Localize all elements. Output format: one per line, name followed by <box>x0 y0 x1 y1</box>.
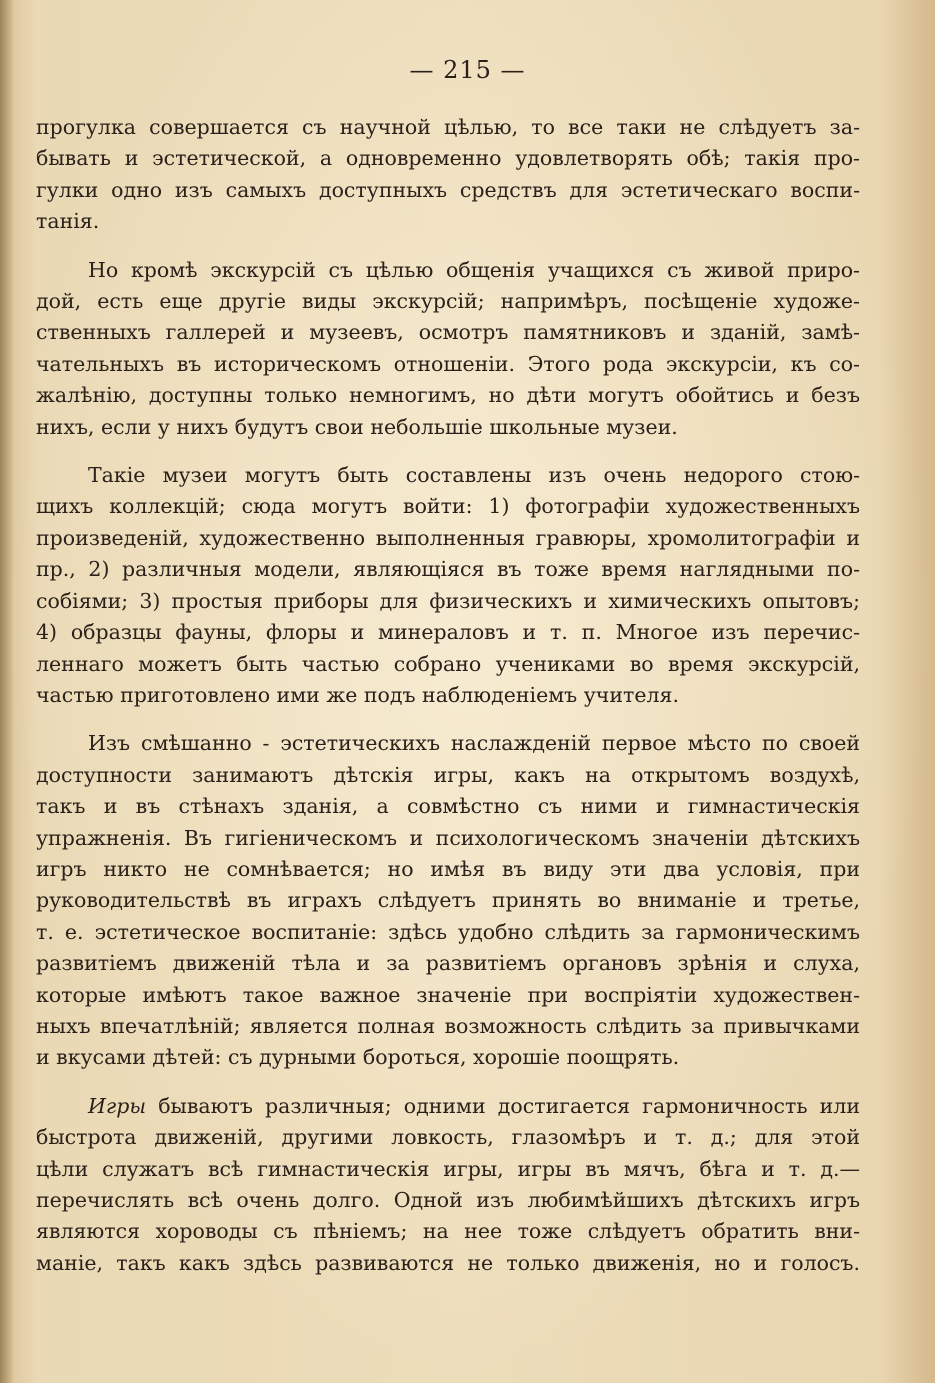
text-line <box>36 1091 860 1122</box>
text-line: пр., 2) различныя модели, являющіяся въ тоже время наглядными по- <box>36 557 860 582</box>
paragraph-4 <box>36 728 860 1073</box>
text-line: Такіе музеи могутъ быть составлены изъ очень недорого стою- <box>88 463 860 488</box>
text-line: руководительствѣ въ играхъ слѣдуетъ принять во вниманіе и третье, <box>36 888 860 913</box>
text-line: маніе, такъ какъ здѣсь развиваются не только движенія, но и голосъ. <box>36 1250 860 1275</box>
text-line: Но кромѣ экскурсій съ цѣлью общенія учащихся съ живой приро- <box>88 257 860 282</box>
text-line: танія. <box>36 209 100 234</box>
text-line: леннаго можетъ быть частью собрано учениками во время экскурсій, <box>36 651 860 676</box>
text-line: собіями; 3) простыя приборы для физическихъ и химическихъ опытовъ; <box>36 588 860 613</box>
text-line: дой, есть еще другіе виды экскурсій; напримѣръ, посѣщеніе художе- <box>36 289 860 314</box>
text-line: жалѣнію, доступны только немногимъ, но дѣти могутъ обойтись и безъ <box>36 383 860 408</box>
text-line: чательныхъ въ историческомъ отношеніи. Этого рода экскурсіи, къ со- <box>36 351 860 376</box>
text-line-rest: бываютъ различныя; одними достигается гармоничность или <box>146 1093 860 1118</box>
paragraph-3 <box>36 460 860 711</box>
text-line: произведеній, художественно выполненныя гравюры, хромолитографіи и <box>36 525 860 550</box>
text-line: ныхъ впечатлѣній; является полная возможность слѣдить за привычками <box>36 1013 860 1038</box>
text-line: которые имѣютъ такое важное значеніе при воспріятіи художествен- <box>36 982 860 1007</box>
text-line: нихъ, если у нихъ будутъ свои небольшіе школьные музеи. <box>36 414 678 439</box>
italic-word: Игры <box>88 1093 147 1118</box>
text-line: щихъ коллекцій; сюда могутъ войти: 1) фотографіи художественныхъ <box>36 494 860 519</box>
text-line: доступности занимаютъ дѣтскія игры, какъ на открытомъ воздухѣ, <box>36 762 860 787</box>
text-line: 4) образцы фауны, флоры и минераловъ и т. п. Многое изъ перечис- <box>36 620 860 645</box>
page-number: — 215 — <box>409 56 526 84</box>
text-line: ственныхъ галлерей и музеевъ, осмотръ памятниковъ и зданій, замѣ- <box>36 320 860 345</box>
page-text <box>36 112 860 1279</box>
text-line: т. е. эстетическое воспитаніе: здѣсь удобно слѣдить за гармоническимъ <box>36 919 860 944</box>
text-line: гулки одно изъ самыхъ доступныхъ средствъ для эстетическаго воспи- <box>36 177 860 202</box>
text-line: являются хороводы съ пѣніемъ; на нее тоже слѣдуетъ обратить вни- <box>36 1219 860 1244</box>
text-line: быстрота движеній, другими ловкость, глазомѣръ и т. д.; для этой <box>36 1125 860 1150</box>
text-line: и вкусами дѣтей: съ дурными бороться, хорошіе поощрять. <box>36 1045 680 1070</box>
text-line: Изъ смѣшанно - эстетическихъ наслажденій первое мѣсто по своей <box>88 731 860 756</box>
text-line: развитіемъ движеній тѣла и за развитіемъ органовъ зрѣнія и слуха, <box>36 951 860 976</box>
paragraph-1 <box>36 112 860 238</box>
paragraph-2 <box>36 255 860 443</box>
text-line: бывать и эстетической, а одновременно удовлетворять обѣ; такія про- <box>36 146 860 171</box>
text-line: цѣли служатъ всѣ гимнастическія игры, игры въ мячъ, бѣга и т. д.— <box>36 1156 860 1181</box>
text-line: частью приготовлено ими же подъ наблюденіемъ учителя. <box>36 682 679 707</box>
text-line: прогулка совершается съ научной цѣлью, то все таки не слѣдуетъ за- <box>36 115 860 139</box>
paragraph-5 <box>36 1091 860 1279</box>
text-line: перечислять всѣ очень долго. Одной изъ любимѣйшихъ дѣтскихъ игръ <box>36 1188 860 1212</box>
text-line: упражненія. Въ гигіеническомъ и психологическомъ значеніи дѣтскихъ <box>36 825 860 850</box>
text-line: игръ никто не сомнѣвается; но имѣя въ виду эти два условія, при <box>36 856 860 881</box>
text-line: такъ и въ стѣнахъ зданія, а совмѣстно съ ними и гимнастическія <box>36 794 860 819</box>
